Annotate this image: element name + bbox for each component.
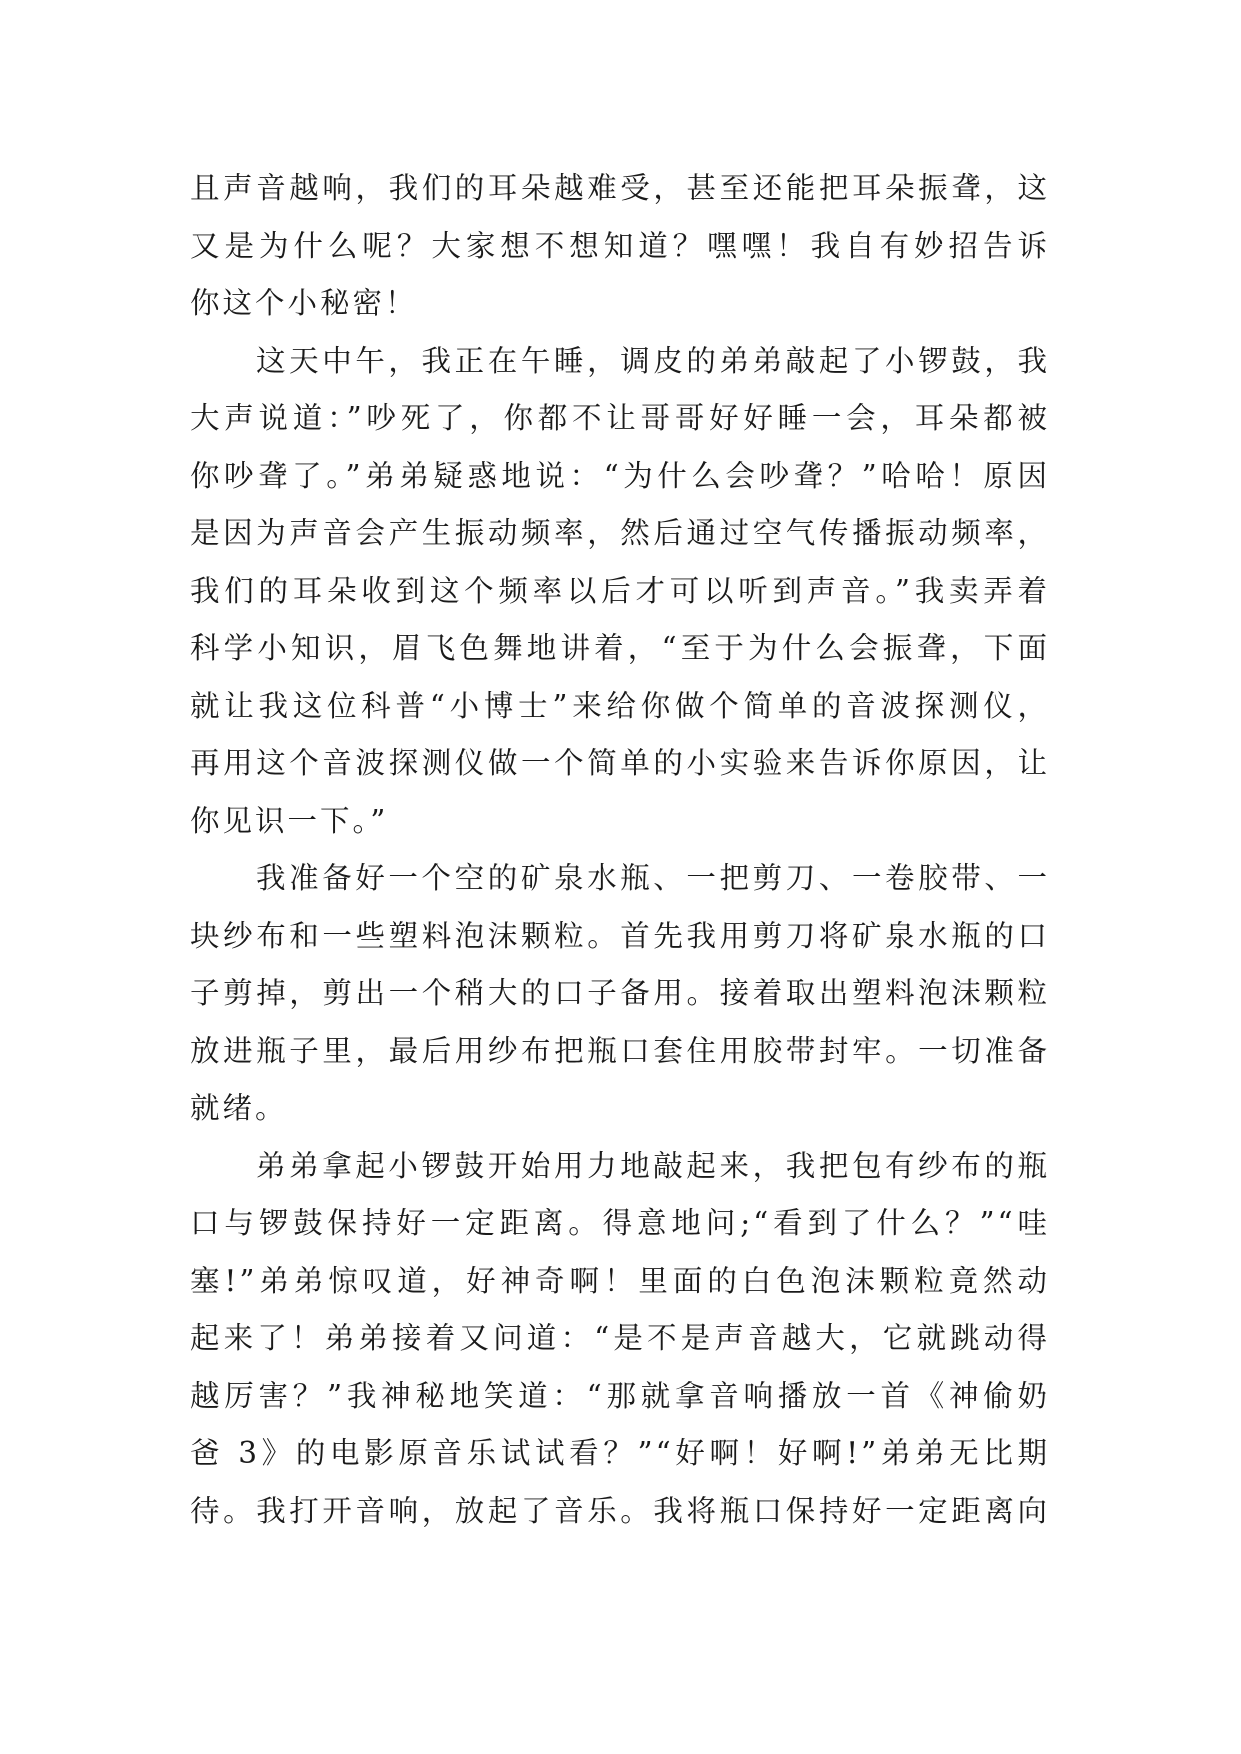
- text-line: 口与锣鼓保持好一定距离。得意地问;“看到了什么？”“哇: [190, 1206, 1050, 1240]
- text-line: 待。我打开音响，放起了音乐。我将瓶口保持好一定距离向: [190, 1493, 1050, 1528]
- text-line: 这天中午，我正在午睡，调皮的弟弟敲起了小锣鼓，我: [256, 343, 1050, 378]
- text-line: 你吵聋了。”弟弟疑惑地说：“为什么会吵聋？”哈哈！原因: [190, 458, 1050, 493]
- text-line: 爸 3》的电影原音乐试试看？”“好啊！好啊!”弟弟无比期: [190, 1436, 1050, 1470]
- text-line: 大声说道：”吵死了，你都不让哥哥好好睡一会，耳朵都被: [190, 401, 1050, 435]
- text-line: 你见识一下。”: [190, 803, 389, 838]
- text-line: 就让我这位科普“小博士”来给你做个简单的音波探测仪，: [190, 688, 1050, 723]
- text-line: 弟弟拿起小锣鼓开始用力地敲起来，我把包有纱布的瓶: [256, 1148, 1050, 1183]
- text-line: 我准备好一个空的矿泉水瓶、一把剪刀、一卷胶带、一: [256, 861, 1050, 895]
- text-line: 放进瓶子里，最后用纱布把瓶口套住用胶带封牢。一切准备: [190, 1033, 1050, 1068]
- text-line: 子剪掉，剪出一个稍大的口子备用。接着取出塑料泡沫颗粒: [190, 976, 1050, 1010]
- text-line: 越厉害？”我神秘地笑道：“那就拿音响播放一首《神偷奶: [190, 1378, 1050, 1413]
- text-line: 起来了！弟弟接着又问道：“是不是声音越大，它就跳动得: [190, 1321, 1050, 1355]
- text-line: 塞!”弟弟惊叹道，好神奇啊！里面的白色泡沫颗粒竟然动: [190, 1263, 1050, 1298]
- text-line: 块纱布和一些塑料泡沫颗粒。首先我用剪刀将矿泉水瓶的口: [190, 918, 1050, 953]
- text-line: 科学小知识，眉飞色舞地讲着，“至于为什么会振聋，下面: [190, 631, 1050, 665]
- text-line: 是因为声音会产生振动频率，然后通过空气传播振动频率，: [190, 516, 1050, 550]
- text-line: 你这个小秘密！: [190, 286, 418, 320]
- text-line: 且声音越响，我们的耳朵越难受，甚至还能把耳朵振聋，这: [190, 171, 1050, 205]
- text-line: 再用这个音波探测仪做一个简单的小实验来告诉你原因，让: [190, 746, 1050, 780]
- text-line: 又是为什么呢？大家想不想知道？嘿嘿！我自有妙招告诉: [190, 228, 1050, 263]
- text-line: 我们的耳朵收到这个频率以后才可以听到声音。”我卖弄着: [190, 573, 1050, 608]
- body-text: [190, 160, 1050, 1540]
- text-line: 就绪。: [190, 1091, 288, 1125]
